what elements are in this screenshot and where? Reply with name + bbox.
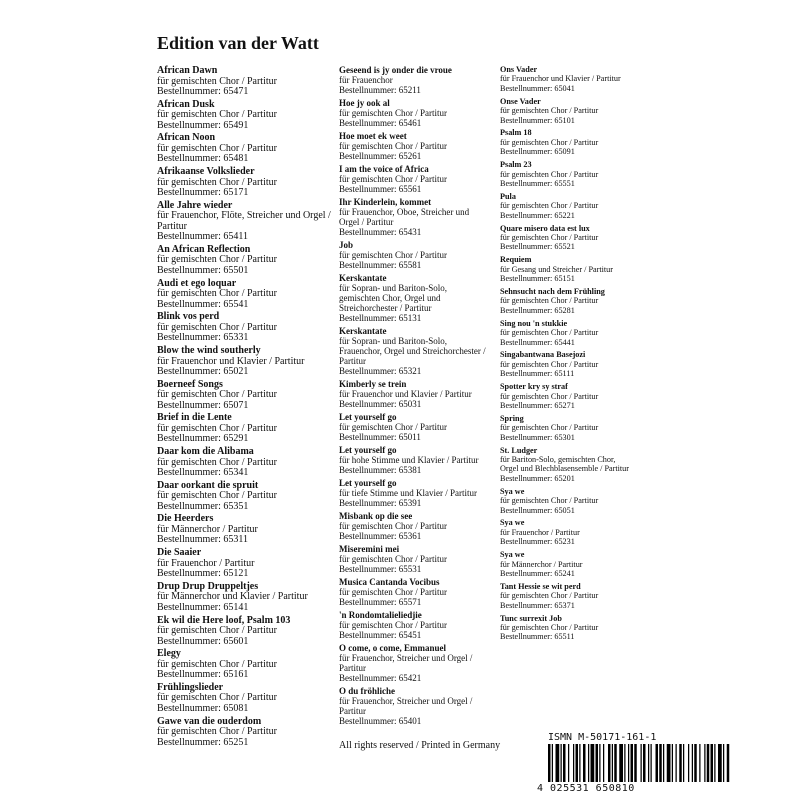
entry-order-number: Bestellnummer: 65301 (500, 432, 575, 442)
catalog-entry (157, 548, 335, 580)
barcode-bar (672, 744, 673, 782)
entry-description: für gemischten Chor / Partitur (339, 554, 447, 564)
entry-description: für gemischten Chor / Partitur (157, 692, 277, 704)
entry-title: Kerskantate (339, 273, 387, 283)
entry-description: für gemischten Chor / Partitur (500, 169, 599, 179)
entry-order-number: Bestellnummer: 65151 (500, 274, 575, 284)
entry-title: St. Ludger (500, 445, 538, 455)
catalog-entry (157, 279, 335, 311)
entry-order-number: Bestellnummer: 65601 (157, 635, 249, 647)
barcode-bar (704, 744, 705, 782)
entry-order-number: Bestellnummer: 65281 (500, 305, 575, 315)
entry-order-number: Bestellnummer: 65101 (500, 115, 575, 125)
entry-description: für Frauenchor, Streicher und Orgel / Partitur (339, 696, 473, 716)
entry-order-number: Bestellnummer: 65161 (157, 669, 249, 681)
entry-description: für Frauenchor und Klavier / Partitur (157, 355, 305, 367)
entry-description: für gemischten Chor / Partitur (500, 137, 599, 147)
entry-description: für gemischten Chor / Partitur (157, 389, 277, 401)
catalog-entry (339, 610, 489, 640)
entry-order-number: Bestellnummer: 65551 (500, 178, 575, 188)
entry-title: Ek wil die Here loof, Psalm 103 (157, 614, 291, 626)
entry-order-number: Bestellnummer: 65121 (157, 568, 249, 580)
copyright-notice: All rights reserved / Printed in Germany (339, 740, 501, 751)
entry-order-number: Bestellnummer: 65071 (157, 399, 249, 411)
entry-description: für Männerchor und Klavier / Partitur (157, 591, 308, 603)
catalog-entry (339, 164, 489, 194)
entry-description: für gemischten Chor / Partitur (157, 490, 277, 502)
entry-description: für gemischten Chor / Partitur (157, 288, 277, 300)
entry-title: Sehnsucht nach dem Frühling (500, 287, 605, 297)
entry-description: für gemischten Chor / Partitur (157, 456, 277, 468)
entry-title: Spotter kry sy straf (500, 382, 568, 392)
catalog-entry (339, 511, 489, 541)
catalog-entry (500, 287, 630, 315)
entry-order-number: Bestellnummer: 65241 (500, 569, 575, 578)
entry-description: für gemischten Chor / Partitur (339, 620, 447, 630)
entry-title: I am the voice of Africa (339, 164, 429, 174)
entry-description: für gemischten Chor / Partitur (157, 75, 277, 87)
entry-description: für gemischten Chor / Partitur (157, 254, 277, 266)
barcode-bar (596, 744, 599, 782)
catalog-entry (500, 350, 630, 378)
entry-title: Die Saaier (157, 547, 202, 559)
barcode-bar (723, 744, 724, 782)
entry-title: Let yourself go (339, 445, 397, 455)
catalog-entry (500, 414, 630, 442)
entry-title: Hoe jy ook al (339, 98, 390, 108)
entry-title: O come, o come, Emmanuel (339, 643, 446, 653)
entry-order-number: Bestellnummer: 65461 (339, 118, 422, 128)
entry-order-number: Bestellnummer: 65231 (500, 537, 575, 547)
entry-order-number: Bestellnummer: 65491 (157, 119, 249, 131)
entry-title: Let yourself go (339, 412, 397, 422)
entry-title: Tunc surrexit Job (500, 613, 562, 623)
entry-title: African Dawn (157, 65, 218, 76)
entry-title: Requiem (500, 255, 532, 265)
catalog-entry (500, 255, 630, 283)
entry-description: für gemischten Chor / Partitur (339, 108, 447, 118)
barcode-bar (699, 744, 700, 782)
entry-order-number: Bestellnummer: 65141 (157, 601, 249, 613)
entry-order-number: Bestellnummer: 65321 (339, 366, 422, 376)
entry-description: für gemischten Chor / Partitur (339, 141, 447, 151)
barcode-bar (683, 744, 684, 782)
barcode-bar (651, 744, 652, 782)
entry-order-number: Bestellnummer: 65261 (339, 151, 422, 161)
entry-title: Kimberly se trein (339, 379, 407, 389)
entry-order-number: Bestellnummer: 65391 (339, 498, 422, 508)
entry-order-number: Bestellnummer: 65451 (339, 630, 422, 640)
entry-title: African Dusk (157, 98, 215, 110)
catalog-entry (500, 582, 630, 610)
barcode-bar (727, 744, 730, 782)
entry-order-number: Bestellnummer: 65581 (339, 260, 422, 270)
barcode-bar (573, 744, 574, 782)
barcode-bar (718, 744, 722, 782)
entry-order-number: Bestellnummer: 65571 (339, 597, 422, 607)
barcode-bar (612, 744, 613, 782)
barcode-bar (552, 744, 553, 782)
barcode-bar (548, 744, 551, 782)
barcode-bar (688, 744, 689, 782)
catalog-entry (339, 197, 489, 237)
entry-order-number: Bestellnummer: 65111 (500, 369, 575, 379)
barcode-bar (608, 744, 611, 782)
entry-title: Frühlingslieder (157, 681, 224, 693)
entry-order-number: Bestellnummer: 65471 (157, 86, 249, 97)
entry-description: für gemischten Chor / Partitur (500, 201, 599, 211)
entry-description: für gemischten Chor / Partitur (157, 422, 277, 434)
catalog-entry (500, 487, 630, 515)
barcode-bar (579, 744, 580, 782)
catalog-entry (500, 446, 630, 484)
entry-order-number: Bestellnummer: 65481 (157, 153, 249, 165)
entry-description: für gemischten Chor / Partitur (157, 142, 277, 154)
entry-order-number: Bestellnummer: 65031 (339, 399, 422, 409)
entry-description: für gemischten Chor / Partitur (339, 174, 447, 184)
entry-description: für gemischten Chor / Partitur (500, 296, 599, 306)
entry-description: für gemischten Chor / Partitur (339, 521, 447, 531)
entry-title: Blow the wind southerly (157, 345, 261, 356)
catalog-entry (339, 326, 489, 376)
catalog-column-left (157, 66, 335, 750)
barcode-bar (656, 744, 659, 782)
entry-title: African Noon (157, 132, 216, 144)
entry-order-number: Bestellnummer: 65411 (157, 231, 249, 243)
entry-description: für hohe Stimme und Klavier / Partitur (339, 455, 479, 465)
entry-title: Daar kom die Alibama (157, 446, 254, 458)
catalog-entry (157, 683, 335, 715)
entry-description: für Männerchor / Partitur (157, 523, 258, 535)
barcode-bar (603, 744, 604, 782)
entry-order-number: Bestellnummer: 65201 (500, 473, 575, 483)
entry-order-number: Bestellnummer: 65371 (500, 600, 575, 610)
entry-title: Singabantwana Basejozi (500, 350, 586, 360)
entry-description: für gemischten Chor / Partitur (500, 623, 599, 633)
barcode-bar (599, 744, 600, 782)
entry-title: Miseremini mei (339, 544, 400, 554)
entry-description: für Sopran- und Bariton-Solo, Frauenchor, Orgel und Streichorchester / Partitur (339, 336, 486, 366)
catalog-entry (157, 312, 335, 344)
barcode-bar (634, 744, 637, 782)
barcode-bar (624, 744, 625, 782)
entry-description: für gemischten Chor / Partitur (500, 233, 599, 242)
entry-order-number: Bestellnummer: 65021 (157, 366, 249, 377)
entry-order-number: Bestellnummer: 65501 (157, 264, 249, 276)
entry-title: Spring (500, 413, 524, 423)
entry-description: für gemischten Chor / Partitur (157, 176, 277, 188)
catalog-entry (157, 481, 335, 513)
entry-description: für gemischten Chor / Partitur (500, 496, 599, 506)
barcode-bar (561, 744, 562, 782)
entry-title: Drup Drup Druppeltjes (157, 580, 259, 592)
entry-title: Sya we (500, 486, 525, 496)
entry-order-number: Bestellnummer: 65341 (157, 467, 249, 479)
barcode-bar (667, 744, 671, 782)
catalog-entry (500, 97, 630, 125)
barcode-bar (711, 744, 714, 782)
barcode-bar (614, 744, 617, 782)
entry-order-number: Bestellnummer: 65441 (500, 337, 575, 347)
catalog-entry (500, 614, 630, 642)
barcode-bar (563, 744, 566, 782)
entry-description: für gemischten Chor / Partitur (500, 591, 599, 601)
entry-description: für gemischten Chor / Partitur (157, 658, 277, 670)
entry-title: Die Heerders (157, 513, 214, 525)
catalog-entry (157, 616, 335, 648)
entry-order-number: Bestellnummer: 65171 (157, 187, 249, 199)
barcode-bar (556, 744, 560, 782)
barcode-bar (631, 744, 634, 782)
barcode-bar (679, 744, 682, 782)
catalog-entry (157, 380, 335, 412)
entry-order-number: Bestellnummer: 65251 (157, 736, 249, 748)
entry-description: für Frauenchor / Partitur (157, 557, 255, 569)
ismn-number: ISMN M-50171-161-1 (548, 732, 657, 743)
catalog-entry (157, 582, 335, 614)
catalog-entry (500, 128, 630, 156)
entry-description: für gemischten Chor / Partitur (157, 625, 277, 636)
entry-title: Brief in die Lente (157, 412, 232, 424)
entry-title: Hoe moet ek weet (339, 131, 407, 141)
entry-title: Misbank op die see (339, 511, 413, 521)
entry-title: Job (339, 240, 354, 250)
entry-order-number: Bestellnummer: 65561 (339, 184, 422, 194)
barcode-bar (591, 744, 595, 782)
page-title: Edition van der Watt (157, 33, 319, 53)
barcode-bar (583, 744, 586, 782)
entry-title: Audi et ego loquar (157, 277, 237, 289)
entry-description: für Frauenchor und Klavier / Partitur (500, 74, 621, 84)
catalog-entry (339, 544, 489, 574)
entry-title: Psalm 18 (500, 128, 532, 138)
entry-description: für Bariton-Solo, gemischten Chor, Orgel und Blechblasensemble / Partitur (500, 455, 630, 474)
catalog-entry (157, 346, 335, 378)
entry-description: für gemischten Chor / Partitur (339, 587, 447, 597)
entry-order-number: Bestellnummer: 65131 (339, 313, 422, 323)
entry-description: für Männerchor / Partitur (500, 559, 583, 569)
catalog-column-middle (339, 65, 489, 729)
catalog-entry (339, 379, 489, 409)
catalog-entry (157, 167, 335, 199)
entry-order-number: Bestellnummer: 65291 (157, 433, 249, 445)
entry-order-number: Bestellnummer: 65531 (339, 564, 422, 574)
catalog-entry (500, 382, 630, 410)
entry-description: für gemischten Chor / Partitur (500, 328, 599, 338)
entry-title: An African Reflection (157, 243, 251, 255)
entry-order-number: Bestellnummer: 65091 (500, 147, 575, 157)
entry-order-number: Bestellnummer: 65081 (157, 702, 249, 714)
entry-title: Gawe van die ouderdom (157, 715, 262, 727)
barcode-bar (694, 744, 697, 782)
catalog-entry (157, 649, 335, 681)
entry-description: für Sopran- und Bariton-Solo, gemischten Chor, Orgel und Streichorchester / Partitur (339, 283, 447, 313)
entry-title: Let yourself go (339, 478, 397, 488)
catalog-entry (339, 98, 489, 128)
entry-description: für gemischten Chor / Partitur (500, 106, 599, 116)
barcode-bar (588, 744, 589, 782)
entry-title: O du fröhliche (339, 686, 396, 696)
catalog-entry (339, 240, 489, 270)
entry-order-number: Bestellnummer: 65511 (500, 632, 575, 642)
catalog-entry (339, 445, 489, 475)
barcode-bar (648, 744, 649, 782)
catalog-entry (500, 550, 630, 578)
entry-order-number: Bestellnummer: 65521 (500, 242, 575, 252)
catalog-entry (339, 131, 489, 161)
catalog-entry (157, 100, 335, 132)
entry-title: Boerneef Songs (157, 378, 223, 390)
entry-title: Tant Hessie se wit perd (500, 581, 581, 591)
entry-title: Alle Jahre wieder (157, 199, 233, 211)
entry-order-number: Bestellnummer: 65011 (339, 432, 421, 442)
barcode-bar (714, 744, 715, 782)
entry-description: für gemischten Chor / Partitur (157, 109, 277, 121)
catalog-entry (500, 160, 630, 188)
catalog-entry (339, 65, 489, 95)
barcode-bar (568, 744, 569, 782)
entry-order-number: Bestellnummer: 65221 (500, 210, 575, 220)
barcode-bar (619, 744, 623, 782)
catalog-entry (157, 413, 335, 445)
entry-description: für gemischten Chor / Partitur (157, 726, 277, 738)
entry-title: Afrikaanse Volkslieder (157, 166, 255, 178)
catalog-entry (339, 686, 489, 726)
entry-title: Daar oorkant die spruit (157, 479, 259, 491)
entry-title: Sing nou 'n stukkie (500, 318, 568, 328)
entry-description: für Frauenchor, Flöte, Streicher und Orgel / Partitur (157, 210, 331, 232)
barcode-bar (659, 744, 662, 782)
entry-description: für Frauenchor / Partitur (500, 527, 580, 537)
catalog-entry (157, 133, 335, 165)
entry-order-number: Bestellnummer: 65381 (339, 465, 422, 475)
entry-title: Sya we (500, 550, 525, 560)
entry-order-number: Bestellnummer: 65361 (339, 531, 422, 541)
entry-title: Sya we (500, 518, 525, 528)
barcode-bar (663, 744, 664, 782)
catalog-entry (339, 412, 489, 442)
entry-title: Musica Cantanda Vocibus (339, 577, 440, 587)
barcode-digits: 4 025531 650810 (537, 783, 635, 794)
entry-description: für tiefe Stimme und Klavier / Partitur (339, 488, 477, 498)
barcode-bar (576, 744, 579, 782)
entry-description: für gemischten Chor / Partitur (500, 359, 599, 369)
entry-title: Quare misero data est lux (500, 223, 590, 233)
catalog-entry (339, 273, 489, 323)
entry-description: für gemischten Chor / Partitur (500, 391, 599, 401)
entry-title: Geseend is jy onder die vroue (339, 65, 452, 75)
entry-description: für Frauenchor, Oboe, Streicher und Orgel / Partitur (339, 207, 470, 227)
entry-description: für gemischten Chor / Partitur (157, 321, 277, 333)
catalog-entry (157, 66, 335, 98)
barcode-bar (643, 744, 646, 782)
entry-order-number: Bestellnummer: 65421 (339, 673, 422, 683)
barcode-bar (641, 744, 642, 782)
catalog-entry (157, 514, 335, 546)
entry-title: Onse Vader (500, 96, 541, 106)
catalog-entry (339, 478, 489, 508)
entry-order-number: Bestellnummer: 65051 (500, 505, 575, 515)
entry-title: Elegy (157, 648, 181, 660)
catalog-entry (157, 201, 335, 243)
entry-order-number: Bestellnummer: 65401 (339, 716, 422, 726)
entry-description: für Gesang und Streicher / Partitur (500, 264, 614, 274)
entry-order-number: Bestellnummer: 65271 (500, 401, 575, 410)
catalog-entry (339, 643, 489, 683)
barcode-bar (676, 744, 677, 782)
catalog-entry (500, 319, 630, 347)
catalog-entry (500, 224, 630, 252)
entry-order-number: Bestellnummer: 65331 (157, 332, 249, 344)
entry-order-number: Bestellnummer: 65541 (157, 298, 249, 310)
barcode-bar (692, 744, 693, 782)
entry-title: Kerskantate (339, 326, 387, 336)
entry-order-number: Bestellnummer: 65431 (339, 227, 422, 237)
catalog-entry (339, 577, 489, 607)
entry-title: Ihr Kinderlein, kommet (339, 197, 432, 207)
entry-description: für gemischten Chor / Partitur (339, 422, 447, 432)
entry-description: für gemischten Chor / Partitur (339, 250, 447, 260)
entry-description: für Frauenchor, Streicher und Orgel / Partitur (339, 653, 473, 673)
catalog-entry (157, 717, 335, 749)
entry-title: Ons Vader (500, 65, 538, 74)
barcode-icon (548, 744, 784, 782)
barcode-bar (707, 744, 710, 782)
entry-title: Pula (500, 191, 516, 201)
entry-description: für Frauenchor (339, 75, 393, 85)
entry-title: Psalm 23 (500, 160, 532, 170)
entry-title: 'n Rondomtalieliedjie (339, 610, 422, 620)
catalog-entry (157, 447, 335, 479)
catalog-column-right (500, 65, 630, 645)
entry-order-number: Bestellnummer: 65211 (339, 85, 421, 95)
entry-description: für gemischten Chor / Partitur (500, 423, 599, 433)
entry-description: für Frauenchor und Klavier / Partitur (339, 389, 472, 399)
catalog-entry (500, 518, 630, 546)
entry-order-number: Bestellnummer: 65311 (157, 534, 249, 546)
entry-order-number: Bestellnummer: 65041 (500, 83, 575, 93)
entry-title: Blink vos perd (157, 311, 220, 323)
entry-order-number: Bestellnummer: 65351 (157, 500, 249, 512)
catalog-entry (500, 65, 630, 93)
barcode-bar (628, 744, 629, 782)
catalog-entry (500, 192, 630, 220)
catalog-entry (157, 245, 335, 277)
